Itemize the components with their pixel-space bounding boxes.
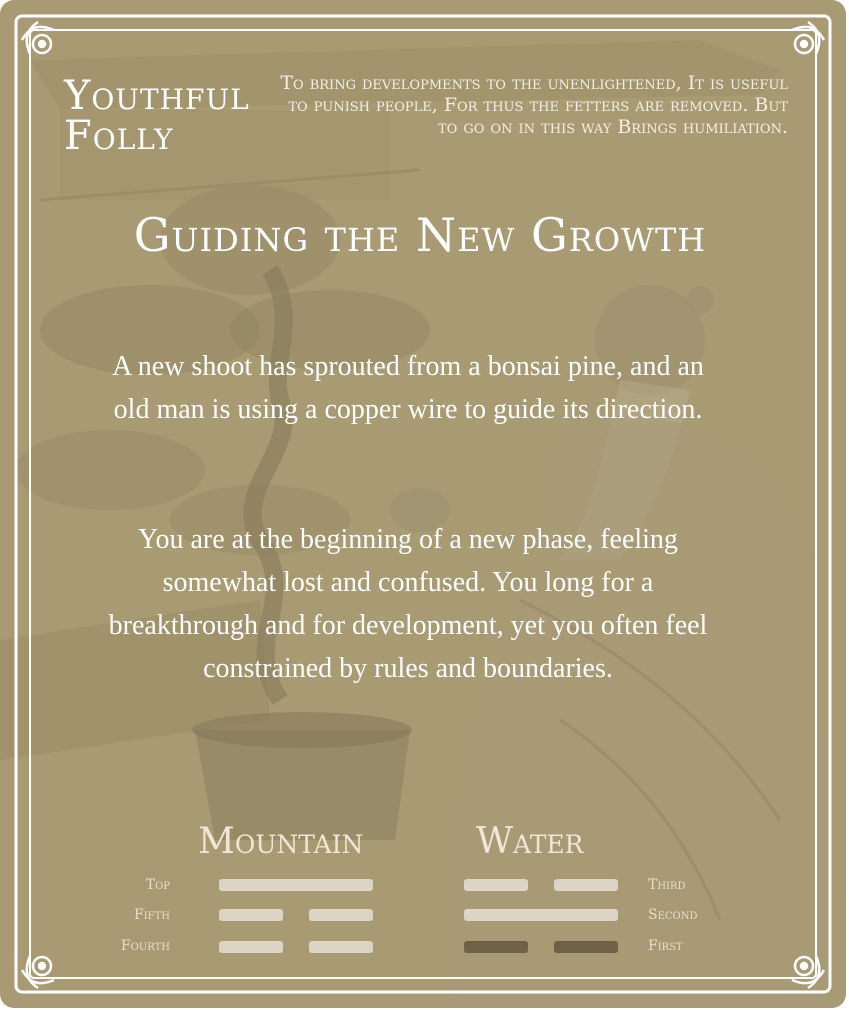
line-label-fourth: Fourth [120,938,170,954]
image-description: A new shoot has sprouted from a bonsai pine, and an old man is using a copper wire to guide its direction. [112,351,704,425]
line-fifth-right [309,909,373,921]
hexagram-name [64,73,250,159]
line-first-right [554,941,618,953]
line-fifth-left [219,909,283,921]
line-fourth-right [309,941,373,953]
hexagram-name-line1: Youthful [64,73,250,119]
hexagram-name-line2: Folly [64,113,174,159]
line-label-fifth: Fifth [134,907,170,923]
judgement-quote: To bring developments to the unenlightened, It is useful to punish people, For thus the fetters are removed. But to go on in this way Brings humiliation. [280,72,788,138]
line-second-solid [464,909,618,921]
line-first-left [464,941,528,953]
line-third-right [554,879,618,891]
reading-text: You are at the beginning of a new phase, feeling somewhat lost and confused. You long for a breakthrough and for development, yet you often feel constrained by rules and boundaries. [108,524,708,684]
line-label-top: Top [145,877,170,893]
card-title: Guiding the New Growth [133,208,707,262]
line-label-third: Third [648,877,686,893]
line-third-left [464,879,528,891]
upper-trigram-name: Mountain [198,821,364,862]
line-fourth-left [219,941,283,953]
lower-trigram-name: Water [476,821,584,862]
line-label-second: Second [648,907,698,923]
line-top-solid [219,879,373,891]
line-label-first: First [648,938,683,954]
